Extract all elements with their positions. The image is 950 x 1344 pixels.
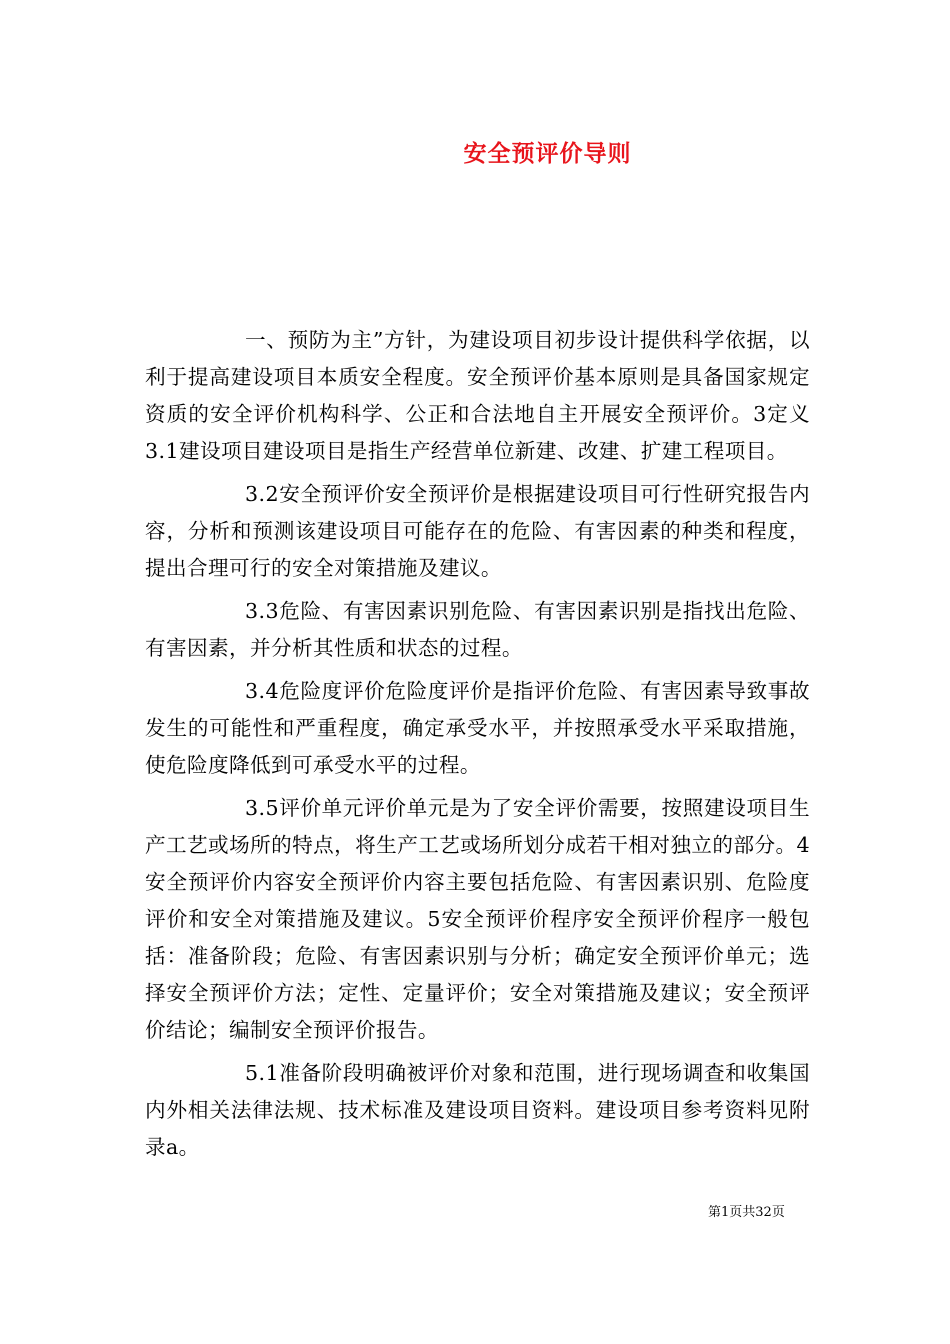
paragraph: 3.5评价单元评价单元是为了安全评价需要，按照建设项目生产工艺或场所的特点，将生产工艺或场所划分成若干相对独立的部分。4安全预评价内容安全预评价内容主要包括危险、有害因素识别、危险度评价和安全对策措施及建议。5安全预评价程序安全预评价程序一般包括：准备阶段；危险、有害因素识别与分析；确定安全预评价单元；选择安全预评价方法；定性、定量评价；安全对策措施及建议；安全预评价结论；编制安全预评价报告。 [145,796,810,1042]
paragraph: 3.3危险、有害因素识别危险、有害因素识别是指找出危险、有害因素，并分析其性质和状态的过程。 [145,599,810,660]
document-title: 安全预评价导则 [463,141,632,167]
page-number: 第1页共32页 [708,1205,785,1220]
paragraph: 5.1准备阶段明确被评价对象和范围，进行现场调查和收集国内外相关法律法规、技术标准及建设项目资料。建设项目参考资料见附录a。 [145,1061,810,1159]
paragraph: 一、预防为主”方针，为建设项目初步设计提供科学依据，以利于提高建设项目本质安全程度。安全预评价基本原则是具备国家规定资质的安全评价机构科学、公正和合法地自主开展安全预评价。3定义3.1建设项目建设项目是指生产经营单位新建、改建、扩建工程项目。 [145,328,810,463]
paragraph: 3.2安全预评价安全预评价是根据建设项目可行性研究报告内容，分析和预测该建设项目可能存在的危险、有害因素的种类和程度，提出合理可行的安全对策措施及建议。 [145,482,810,580]
paragraph: 3.4危险度评价危险度评价是指评价危险、有害因素导致事故发生的可能性和严重程度，确定承受水平，并按照承受水平采取措施，使危险度降低到可承受水平的过程。 [145,679,810,777]
document-body [145,322,810,1172]
